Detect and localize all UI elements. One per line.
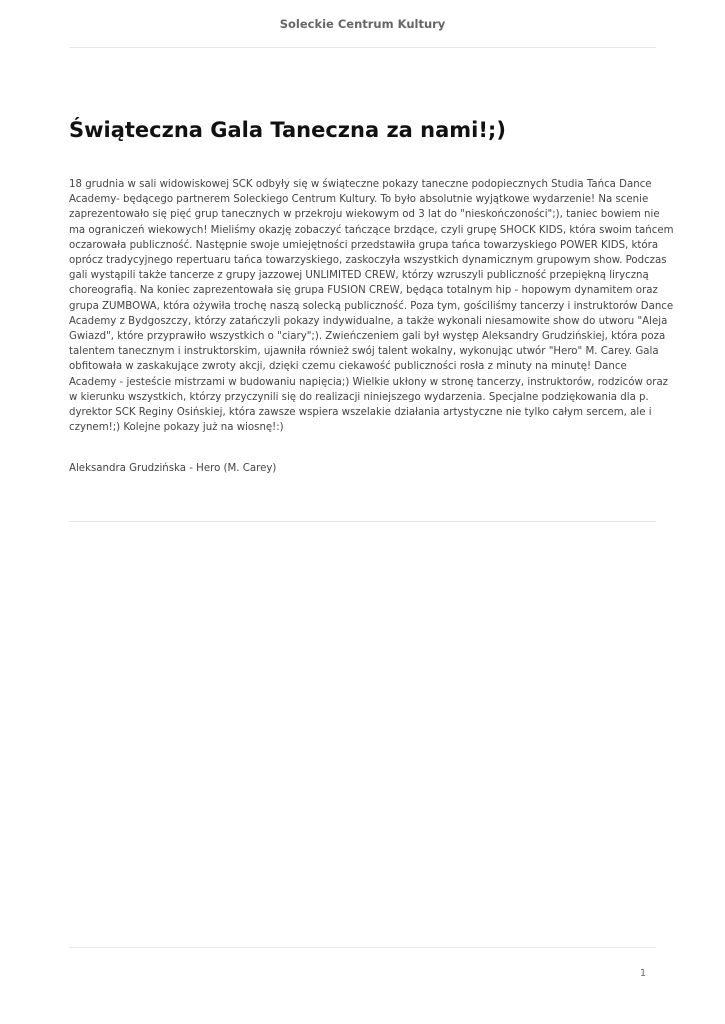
article-body-line: czynem!;) Kolejne pokazy już na wiosnę!:) xyxy=(69,422,284,434)
article-body-line: obfitowała w zaskakujące zwroty akcji, dzięki czemu ciekawość publiczności rosła z minuty na minutę! Dance xyxy=(69,361,627,373)
article-body xyxy=(69,177,674,435)
article-body-line: oprócz tradycyjnego repertuaru tańca towarzyskiego, zaskoczyła wszystkich dynamicznym grupowym show. Podczas xyxy=(69,255,667,267)
article-body-line: talentem tanecznym i instruktorskim, ujawniła również swój talent wokalny, wykonując utwór "Hero" M. Carey. Gala xyxy=(69,346,659,358)
article-body-line: zaprezentowało się pięć grup tanecznych w przekroju wiekowym od 3 lat do "nieskończoności";), taniec bowiem nie xyxy=(69,209,660,221)
article-body-line: dyrektor SCK Reginy Osińskiej, która zawsze wspiera wszelakie działania artystyczne nie tylko całym sercem, ale i xyxy=(69,407,652,419)
article-body-line: w kierunku wszystkich, którzy przyczynili się do realizacji niniejszego wydarzenia. Specjalne podziękowania dla p. xyxy=(69,391,649,403)
header-divider xyxy=(69,47,656,48)
content-divider xyxy=(69,521,656,522)
site-name: Soleckie Centrum Kultury xyxy=(279,17,446,31)
article-body-line: grupa ZUMBOWA, która ożywiła trochę naszą solecką publiczność. Poza tym, gościliśmy tancerzy i instruktorów Dance xyxy=(69,300,674,312)
article-body-line: choreografią. Na koniec zaprezentowała się grupa FUSION CREW, będąca totalnym hip - hopowym dynamitem oraz xyxy=(69,285,658,297)
article-body-line: 18 grudnia w sali widowiskowej SCK odbyły się w świąteczne pokazy taneczne podopiecznych Studia Tańca Dance xyxy=(69,179,652,190)
article-body-line: oczarowała publiczność. Następnie swoje umiejętności przedstawiła grupa tańca towarzyskiego POWER KIDS, która xyxy=(69,239,659,251)
article-title: Świąteczna Gala Taneczna za nami!;) xyxy=(69,118,506,142)
article-body-line: Academy - jesteście mistrzami w budowaniu napięcia;) Wielkie ukłony w stronę tancerzy, instruktorów, rodziców oraz xyxy=(69,376,669,388)
article-body-line: ma ograniczeń wiekowych! Mieliśmy okazję zobaczyć tańczące brzdące, czyli grupę SHOCK KIDS, która swoim tańcem xyxy=(69,224,674,236)
footer-divider xyxy=(69,947,656,948)
article-body-line: Academy z Bydgoszczy, którzy zatańczyli pokazy indywidualne, a także wykonali niesamowite show do utworu "Aleja xyxy=(69,315,668,327)
article-body-line: gali wystąpili także tancerze z grupy jazzowej UNLIMITED CREW, którzy wzruszyli publiczność przepiękną liryczną xyxy=(69,270,649,282)
page-number: 1 xyxy=(639,968,646,979)
article-body-line: Academy- będącego partnerem Soleckiego Centrum Kultury. To było absolutnie wyjątkowe wydarzenie! Na scenie xyxy=(69,194,649,206)
article-body-line: Gwiazd", które przyprawiło wszystkich o "ciary";). Zwieńczeniem gali był występ Aleksandry Grudzińskiej, która poza xyxy=(69,331,666,343)
video-caption: Aleksandra Grudzińska - Hero (M. Carey) xyxy=(69,463,277,474)
